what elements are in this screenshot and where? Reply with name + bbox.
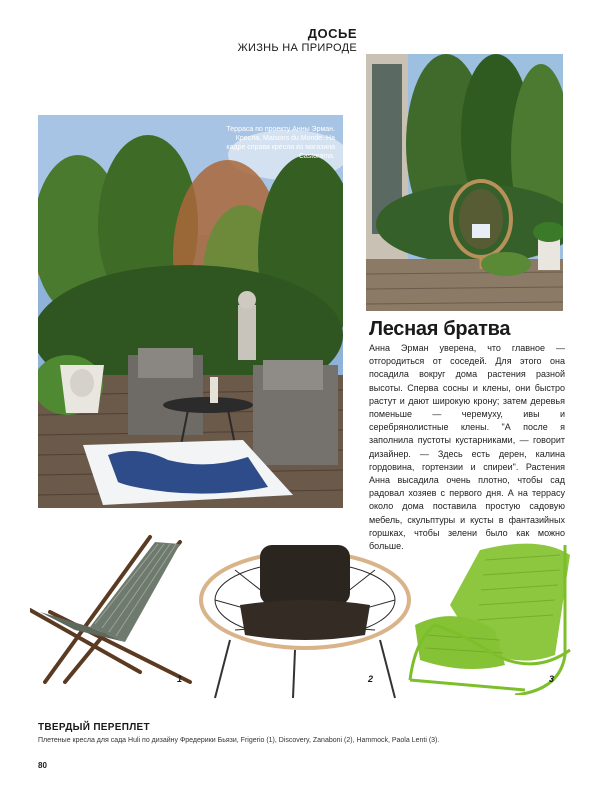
article-headline: Лесная братва <box>369 318 511 340</box>
terrace-photo-image <box>38 115 343 508</box>
footer-credits: Плетеные кресла для сада Huli по дизайну Фредерики Бьязи, Frigerio (1), Discovery, Zanaboni (2), Hammock, Paola Lenti (3). <box>38 737 440 744</box>
section-subtitle: ЖИЗНЬ НА ПРИРОДЕ <box>237 42 357 54</box>
green-lounge-chair-icon <box>405 540 580 695</box>
folding-rope-chair-icon <box>30 532 210 692</box>
product-1 <box>30 532 210 692</box>
section-header <box>238 26 357 54</box>
footer-title: ТВЕРДЫЙ ПЕРЕПЛЕТ <box>38 722 150 733</box>
page-number: 80 <box>38 761 47 770</box>
section-title: ДОСЬЕ <box>307 26 357 41</box>
garden-photo <box>366 54 563 311</box>
product-2-number: 2 <box>368 674 374 684</box>
product-2 <box>195 530 415 700</box>
photo-caption: Терраса по проекту Анны Эрман. Кресла, Maisons du Monde. На кадре справа кресла из магазина Castorama. <box>226 126 335 160</box>
garden-photo-image <box>366 54 563 311</box>
product-1-number: 1 <box>177 674 183 684</box>
article-body: Анна Эрман уверена, что главное — отгородиться от соседей. Для этого она посадила вокруг дома растения разной высоты. Сперва сосны и клены, они быстро растут и дают широкую крону; затем деревья поменьше — черемуху, ивы и серебрянолистные клены. "А после я заполнила пустоты кустарниками, — говорит дизайнер. — Здесь есть дерен, калина гордовина, гортензии и спиреи". Растения Анна высадила очень плотно, чтобы сад радовал хозяев с первого дня. А на террасу около дома поставила простую садовую мебель, скульптуры и кусты в фантазийных горшках, чтобы зелени было как можно больше. <box>369 343 565 552</box>
terrace-photo <box>38 115 343 508</box>
product-3 <box>405 540 580 695</box>
product-3-number: 3 <box>549 674 555 684</box>
round-wire-chair-icon <box>195 530 415 700</box>
